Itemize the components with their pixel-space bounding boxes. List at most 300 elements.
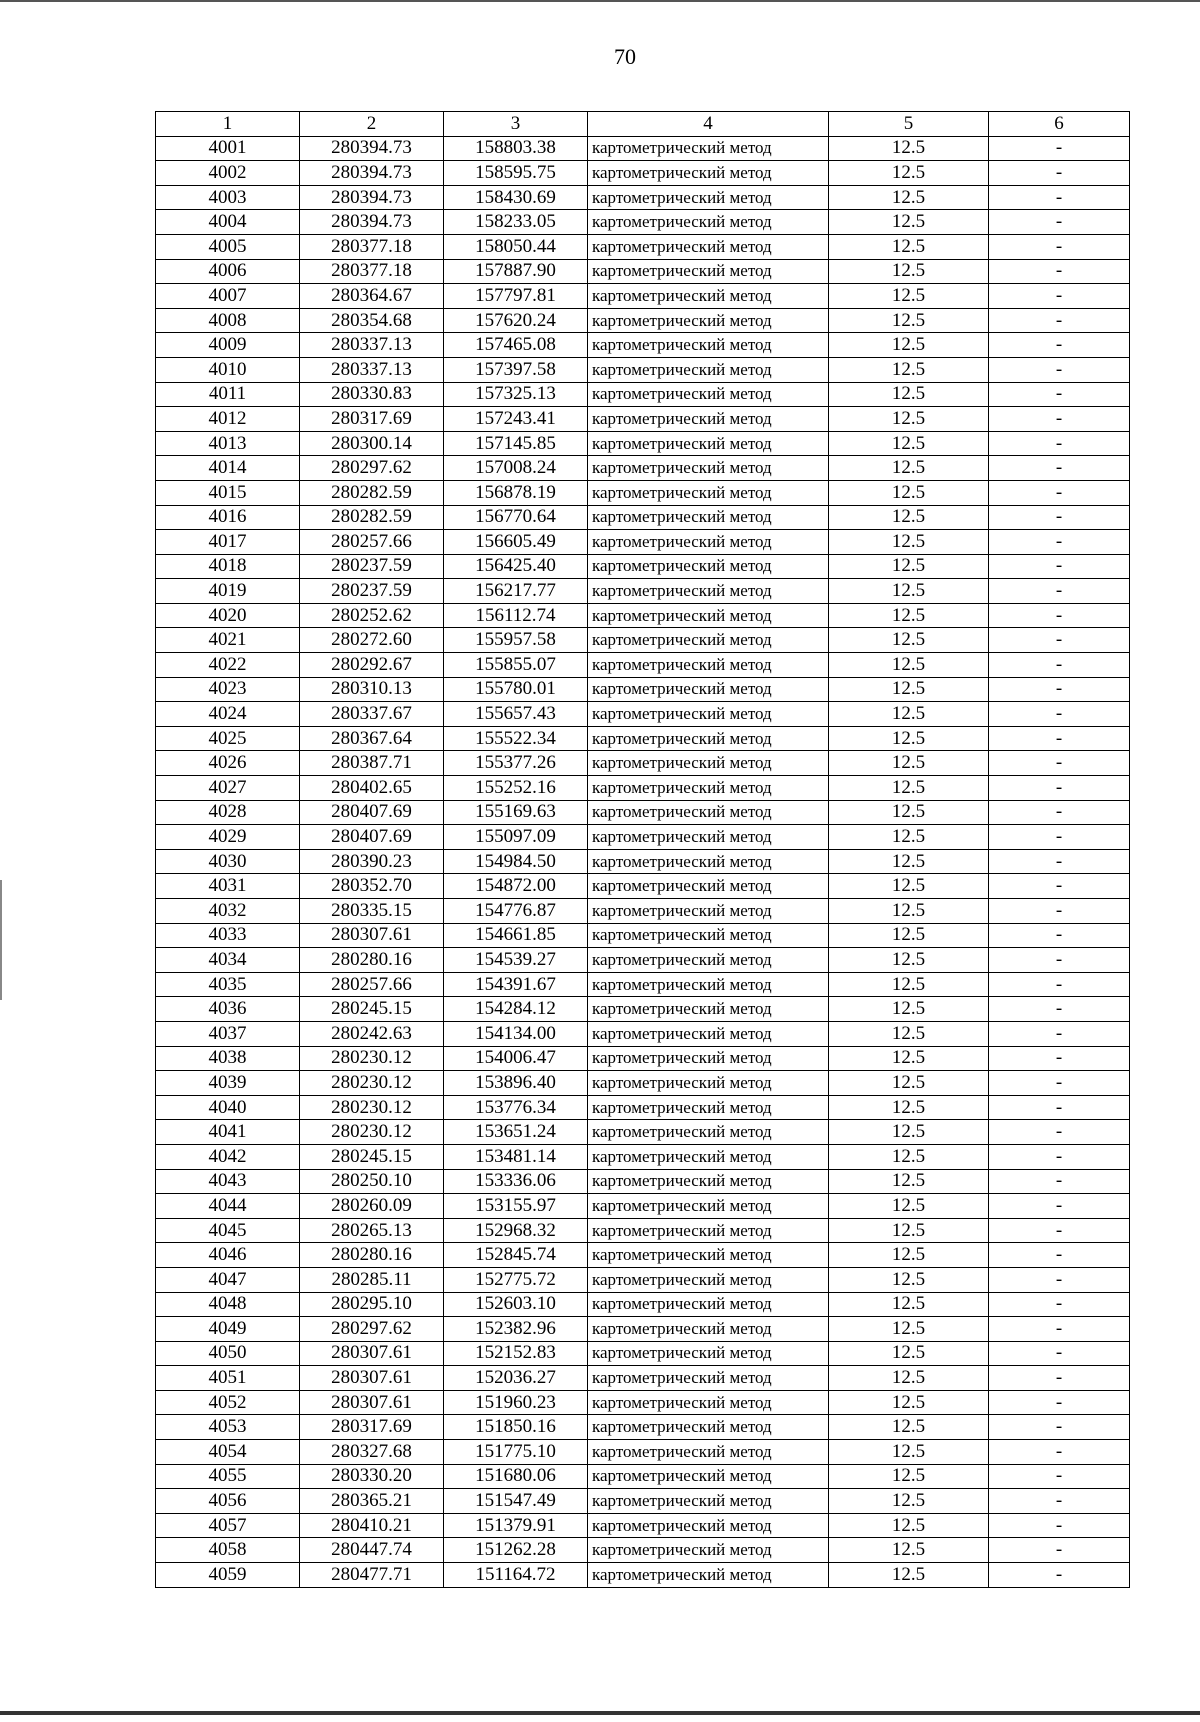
method-cell: картометрический метод bbox=[588, 234, 829, 259]
point-number-cell: 4002 bbox=[156, 161, 300, 186]
point-number-cell: 4026 bbox=[156, 751, 300, 776]
note-cell: - bbox=[989, 653, 1130, 678]
method-cell: картометрический метод bbox=[588, 1218, 829, 1243]
point-number-cell: 4047 bbox=[156, 1267, 300, 1292]
note-cell: - bbox=[989, 382, 1130, 407]
note-cell: - bbox=[989, 1021, 1130, 1046]
accuracy-cell: 12.5 bbox=[829, 431, 989, 456]
point-number-cell: 4039 bbox=[156, 1071, 300, 1096]
x-coordinate-cell: 280407.69 bbox=[300, 825, 444, 850]
x-coordinate-cell: 280354.68 bbox=[300, 308, 444, 333]
method-cell: картометрический метод bbox=[588, 284, 829, 309]
table-row bbox=[156, 702, 1130, 727]
method-cell: картометрический метод bbox=[588, 579, 829, 604]
point-number-cell: 4008 bbox=[156, 308, 300, 333]
y-coordinate-cell: 151680.06 bbox=[444, 1464, 588, 1489]
point-number-cell: 4022 bbox=[156, 653, 300, 678]
table-row bbox=[156, 1317, 1130, 1342]
note-cell: - bbox=[989, 1513, 1130, 1538]
x-coordinate-cell: 280327.68 bbox=[300, 1440, 444, 1465]
point-number-cell: 4059 bbox=[156, 1563, 300, 1588]
table-row bbox=[156, 1144, 1130, 1169]
accuracy-cell: 12.5 bbox=[829, 997, 989, 1022]
point-number-cell: 4011 bbox=[156, 382, 300, 407]
x-coordinate-cell: 280447.74 bbox=[300, 1538, 444, 1563]
method-cell: картометрический метод bbox=[588, 874, 829, 899]
x-coordinate-cell: 280260.09 bbox=[300, 1194, 444, 1219]
x-coordinate-cell: 280230.12 bbox=[300, 1046, 444, 1071]
method-cell: картометрический метод bbox=[588, 751, 829, 776]
table-row bbox=[156, 333, 1130, 358]
y-coordinate-cell: 155252.16 bbox=[444, 776, 588, 801]
point-number-cell: 4027 bbox=[156, 776, 300, 801]
note-cell: - bbox=[989, 825, 1130, 850]
point-number-cell: 4009 bbox=[156, 333, 300, 358]
y-coordinate-cell: 153155.97 bbox=[444, 1194, 588, 1219]
method-cell: картометрический метод bbox=[588, 1046, 829, 1071]
point-number-cell: 4028 bbox=[156, 800, 300, 825]
header-col-4: 4 bbox=[588, 112, 829, 137]
accuracy-cell: 12.5 bbox=[829, 185, 989, 210]
point-number-cell: 4021 bbox=[156, 628, 300, 653]
point-number-cell: 4034 bbox=[156, 948, 300, 973]
y-coordinate-cell: 157465.08 bbox=[444, 333, 588, 358]
x-coordinate-cell: 280394.73 bbox=[300, 161, 444, 186]
accuracy-cell: 12.5 bbox=[829, 677, 989, 702]
header-col-6: 6 bbox=[989, 112, 1130, 137]
method-cell: картометрический метод bbox=[588, 1120, 829, 1145]
accuracy-cell: 12.5 bbox=[829, 702, 989, 727]
table-row bbox=[156, 1169, 1130, 1194]
point-number-cell: 4041 bbox=[156, 1120, 300, 1145]
y-coordinate-cell: 157145.85 bbox=[444, 431, 588, 456]
accuracy-cell: 12.5 bbox=[829, 480, 989, 505]
table-row bbox=[156, 776, 1130, 801]
table-body bbox=[156, 136, 1130, 1587]
accuracy-cell: 12.5 bbox=[829, 1440, 989, 1465]
x-coordinate-cell: 280242.63 bbox=[300, 1021, 444, 1046]
method-cell: картометрический метод bbox=[588, 357, 829, 382]
point-number-cell: 4049 bbox=[156, 1317, 300, 1342]
top-scan-edge bbox=[0, 0, 1200, 2]
method-cell: картометрический метод bbox=[588, 800, 829, 825]
y-coordinate-cell: 155377.26 bbox=[444, 751, 588, 776]
accuracy-cell: 12.5 bbox=[829, 1095, 989, 1120]
table-row bbox=[156, 407, 1130, 432]
accuracy-cell: 12.5 bbox=[829, 1046, 989, 1071]
note-cell: - bbox=[989, 1464, 1130, 1489]
x-coordinate-cell: 280297.62 bbox=[300, 1317, 444, 1342]
method-cell: картометрический метод bbox=[588, 702, 829, 727]
table-row bbox=[156, 259, 1130, 284]
point-number-cell: 4052 bbox=[156, 1390, 300, 1415]
y-coordinate-cell: 154984.50 bbox=[444, 849, 588, 874]
accuracy-cell: 12.5 bbox=[829, 1513, 989, 1538]
point-number-cell: 4056 bbox=[156, 1489, 300, 1514]
table-row bbox=[156, 308, 1130, 333]
x-coordinate-cell: 280282.59 bbox=[300, 480, 444, 505]
point-number-cell: 4045 bbox=[156, 1218, 300, 1243]
y-coordinate-cell: 155097.09 bbox=[444, 825, 588, 850]
y-coordinate-cell: 157620.24 bbox=[444, 308, 588, 333]
coordinates-table bbox=[155, 111, 1130, 1588]
method-cell: картометрический метод bbox=[588, 1538, 829, 1563]
method-cell: картометрический метод bbox=[588, 899, 829, 924]
table-row bbox=[156, 284, 1130, 309]
table-row bbox=[156, 480, 1130, 505]
point-number-cell: 4048 bbox=[156, 1292, 300, 1317]
accuracy-cell: 12.5 bbox=[829, 456, 989, 481]
x-coordinate-cell: 280250.10 bbox=[300, 1169, 444, 1194]
note-cell: - bbox=[989, 456, 1130, 481]
note-cell: - bbox=[989, 997, 1130, 1022]
accuracy-cell: 12.5 bbox=[829, 849, 989, 874]
table-row bbox=[156, 726, 1130, 751]
note-cell: - bbox=[989, 259, 1130, 284]
note-cell: - bbox=[989, 948, 1130, 973]
note-cell: - bbox=[989, 1095, 1130, 1120]
point-number-cell: 4001 bbox=[156, 136, 300, 161]
point-number-cell: 4058 bbox=[156, 1538, 300, 1563]
method-cell: картометрический метод bbox=[588, 431, 829, 456]
note-cell: - bbox=[989, 603, 1130, 628]
accuracy-cell: 12.5 bbox=[829, 554, 989, 579]
accuracy-cell: 12.5 bbox=[829, 284, 989, 309]
y-coordinate-cell: 155169.63 bbox=[444, 800, 588, 825]
x-coordinate-cell: 280367.64 bbox=[300, 726, 444, 751]
y-coordinate-cell: 154134.00 bbox=[444, 1021, 588, 1046]
note-cell: - bbox=[989, 579, 1130, 604]
point-number-cell: 4015 bbox=[156, 480, 300, 505]
accuracy-cell: 12.5 bbox=[829, 899, 989, 924]
accuracy-cell: 12.5 bbox=[829, 1415, 989, 1440]
point-number-cell: 4033 bbox=[156, 923, 300, 948]
method-cell: картометрический метод bbox=[588, 1489, 829, 1514]
x-coordinate-cell: 280282.59 bbox=[300, 505, 444, 530]
point-number-cell: 4023 bbox=[156, 677, 300, 702]
y-coordinate-cell: 155855.07 bbox=[444, 653, 588, 678]
accuracy-cell: 12.5 bbox=[829, 407, 989, 432]
method-cell: картометрический метод bbox=[588, 1390, 829, 1415]
method-cell: картометрический метод bbox=[588, 603, 829, 628]
note-cell: - bbox=[989, 1563, 1130, 1588]
method-cell: картометрический метод bbox=[588, 185, 829, 210]
y-coordinate-cell: 156112.74 bbox=[444, 603, 588, 628]
note-cell: - bbox=[989, 1243, 1130, 1268]
point-number-cell: 4050 bbox=[156, 1341, 300, 1366]
table-row bbox=[156, 948, 1130, 973]
accuracy-cell: 12.5 bbox=[829, 161, 989, 186]
note-cell: - bbox=[989, 1267, 1130, 1292]
table-row bbox=[156, 1218, 1130, 1243]
table-row bbox=[156, 185, 1130, 210]
point-number-cell: 4031 bbox=[156, 874, 300, 899]
accuracy-cell: 12.5 bbox=[829, 1218, 989, 1243]
table-row bbox=[156, 899, 1130, 924]
method-cell: картометрический метод bbox=[588, 1243, 829, 1268]
method-cell: картометрический метод bbox=[588, 948, 829, 973]
point-number-cell: 4032 bbox=[156, 899, 300, 924]
table-row bbox=[156, 997, 1130, 1022]
y-coordinate-cell: 151164.72 bbox=[444, 1563, 588, 1588]
method-cell: картометрический метод bbox=[588, 1317, 829, 1342]
y-coordinate-cell: 154776.87 bbox=[444, 899, 588, 924]
y-coordinate-cell: 153481.14 bbox=[444, 1144, 588, 1169]
table-row bbox=[156, 579, 1130, 604]
point-number-cell: 4057 bbox=[156, 1513, 300, 1538]
table-row bbox=[156, 1538, 1130, 1563]
x-coordinate-cell: 280477.71 bbox=[300, 1563, 444, 1588]
accuracy-cell: 12.5 bbox=[829, 628, 989, 653]
method-cell: картометрический метод bbox=[588, 308, 829, 333]
method-cell: картометрический метод bbox=[588, 972, 829, 997]
y-coordinate-cell: 153896.40 bbox=[444, 1071, 588, 1096]
accuracy-cell: 12.5 bbox=[829, 1317, 989, 1342]
table-row bbox=[156, 505, 1130, 530]
y-coordinate-cell: 151379.91 bbox=[444, 1513, 588, 1538]
left-scan-mark bbox=[0, 880, 2, 1000]
note-cell: - bbox=[989, 923, 1130, 948]
method-cell: картометрический метод bbox=[588, 849, 829, 874]
x-coordinate-cell: 280245.15 bbox=[300, 997, 444, 1022]
note-cell: - bbox=[989, 899, 1130, 924]
method-cell: картометрический метод bbox=[588, 505, 829, 530]
method-cell: картометрический метод bbox=[588, 1563, 829, 1588]
point-number-cell: 4003 bbox=[156, 185, 300, 210]
method-cell: картометрический метод bbox=[588, 825, 829, 850]
note-cell: - bbox=[989, 1341, 1130, 1366]
note-cell: - bbox=[989, 431, 1130, 456]
table-row bbox=[156, 136, 1130, 161]
accuracy-cell: 12.5 bbox=[829, 1366, 989, 1391]
x-coordinate-cell: 280257.66 bbox=[300, 530, 444, 555]
table-row bbox=[156, 874, 1130, 899]
note-cell: - bbox=[989, 308, 1130, 333]
table-row bbox=[156, 1267, 1130, 1292]
method-cell: картометрический метод bbox=[588, 726, 829, 751]
accuracy-cell: 12.5 bbox=[829, 333, 989, 358]
note-cell: - bbox=[989, 1046, 1130, 1071]
note-cell: - bbox=[989, 1120, 1130, 1145]
method-cell: картометрический метод bbox=[588, 1267, 829, 1292]
x-coordinate-cell: 280365.21 bbox=[300, 1489, 444, 1514]
y-coordinate-cell: 151547.49 bbox=[444, 1489, 588, 1514]
table-row bbox=[156, 849, 1130, 874]
note-cell: - bbox=[989, 677, 1130, 702]
y-coordinate-cell: 152845.74 bbox=[444, 1243, 588, 1268]
table-row bbox=[156, 1390, 1130, 1415]
table-row bbox=[156, 1095, 1130, 1120]
y-coordinate-cell: 158595.75 bbox=[444, 161, 588, 186]
method-cell: картометрический метод bbox=[588, 1194, 829, 1219]
x-coordinate-cell: 280237.59 bbox=[300, 579, 444, 604]
accuracy-cell: 12.5 bbox=[829, 726, 989, 751]
point-number-cell: 4054 bbox=[156, 1440, 300, 1465]
y-coordinate-cell: 152968.32 bbox=[444, 1218, 588, 1243]
point-number-cell: 4029 bbox=[156, 825, 300, 850]
accuracy-cell: 12.5 bbox=[829, 1071, 989, 1096]
x-coordinate-cell: 280307.61 bbox=[300, 1341, 444, 1366]
x-coordinate-cell: 280317.69 bbox=[300, 1415, 444, 1440]
method-cell: картометрический метод bbox=[588, 653, 829, 678]
y-coordinate-cell: 158233.05 bbox=[444, 210, 588, 235]
y-coordinate-cell: 154391.67 bbox=[444, 972, 588, 997]
x-coordinate-cell: 280330.20 bbox=[300, 1464, 444, 1489]
x-coordinate-cell: 280307.61 bbox=[300, 923, 444, 948]
note-cell: - bbox=[989, 1390, 1130, 1415]
x-coordinate-cell: 280310.13 bbox=[300, 677, 444, 702]
note-cell: - bbox=[989, 874, 1130, 899]
y-coordinate-cell: 154284.12 bbox=[444, 997, 588, 1022]
accuracy-cell: 12.5 bbox=[829, 972, 989, 997]
note-cell: - bbox=[989, 726, 1130, 751]
table-row bbox=[156, 161, 1130, 186]
table-row bbox=[156, 234, 1130, 259]
table-row bbox=[156, 1243, 1130, 1268]
y-coordinate-cell: 154872.00 bbox=[444, 874, 588, 899]
y-coordinate-cell: 153651.24 bbox=[444, 1120, 588, 1145]
y-coordinate-cell: 156217.77 bbox=[444, 579, 588, 604]
point-number-cell: 4036 bbox=[156, 997, 300, 1022]
point-number-cell: 4042 bbox=[156, 1144, 300, 1169]
x-coordinate-cell: 280402.65 bbox=[300, 776, 444, 801]
accuracy-cell: 12.5 bbox=[829, 308, 989, 333]
accuracy-cell: 12.5 bbox=[829, 234, 989, 259]
method-cell: картометрический метод bbox=[588, 456, 829, 481]
method-cell: картометрический метод bbox=[588, 1144, 829, 1169]
accuracy-cell: 12.5 bbox=[829, 210, 989, 235]
point-number-cell: 4010 bbox=[156, 357, 300, 382]
method-cell: картометрический метод bbox=[588, 1095, 829, 1120]
page-number: 70 bbox=[614, 44, 636, 69]
accuracy-cell: 12.5 bbox=[829, 800, 989, 825]
x-coordinate-cell: 280337.13 bbox=[300, 333, 444, 358]
note-cell: - bbox=[989, 972, 1130, 997]
method-cell: картометрический метод bbox=[588, 1341, 829, 1366]
x-coordinate-cell: 280307.61 bbox=[300, 1390, 444, 1415]
method-cell: картометрический метод bbox=[588, 997, 829, 1022]
note-cell: - bbox=[989, 161, 1130, 186]
table-row bbox=[156, 1194, 1130, 1219]
note-cell: - bbox=[989, 776, 1130, 801]
x-coordinate-cell: 280335.15 bbox=[300, 899, 444, 924]
x-coordinate-cell: 280394.73 bbox=[300, 185, 444, 210]
method-cell: картометрический метод bbox=[588, 1021, 829, 1046]
note-cell: - bbox=[989, 751, 1130, 776]
method-cell: картометрический метод bbox=[588, 161, 829, 186]
x-coordinate-cell: 280280.16 bbox=[300, 948, 444, 973]
y-coordinate-cell: 152775.72 bbox=[444, 1267, 588, 1292]
header-col-1: 1 bbox=[156, 112, 300, 137]
method-cell: картометрический метод bbox=[588, 1415, 829, 1440]
note-cell: - bbox=[989, 1071, 1130, 1096]
bottom-scan-edge bbox=[0, 1711, 1200, 1715]
y-coordinate-cell: 152382.96 bbox=[444, 1317, 588, 1342]
note-cell: - bbox=[989, 702, 1130, 727]
x-coordinate-cell: 280230.12 bbox=[300, 1120, 444, 1145]
point-number-cell: 4038 bbox=[156, 1046, 300, 1071]
accuracy-cell: 12.5 bbox=[829, 1563, 989, 1588]
point-number-cell: 4035 bbox=[156, 972, 300, 997]
table-row bbox=[156, 603, 1130, 628]
accuracy-cell: 12.5 bbox=[829, 603, 989, 628]
note-cell: - bbox=[989, 407, 1130, 432]
accuracy-cell: 12.5 bbox=[829, 1169, 989, 1194]
x-coordinate-cell: 280272.60 bbox=[300, 628, 444, 653]
point-number-cell: 4012 bbox=[156, 407, 300, 432]
x-coordinate-cell: 280390.23 bbox=[300, 849, 444, 874]
accuracy-cell: 12.5 bbox=[829, 1464, 989, 1489]
y-coordinate-cell: 152152.83 bbox=[444, 1341, 588, 1366]
note-cell: - bbox=[989, 284, 1130, 309]
note-cell: - bbox=[989, 800, 1130, 825]
note-cell: - bbox=[989, 849, 1130, 874]
y-coordinate-cell: 155957.58 bbox=[444, 628, 588, 653]
table-row bbox=[156, 923, 1130, 948]
accuracy-cell: 12.5 bbox=[829, 579, 989, 604]
accuracy-cell: 12.5 bbox=[829, 776, 989, 801]
note-cell: - bbox=[989, 1218, 1130, 1243]
point-number-cell: 4044 bbox=[156, 1194, 300, 1219]
point-number-cell: 4019 bbox=[156, 579, 300, 604]
table-row bbox=[156, 1415, 1130, 1440]
accuracy-cell: 12.5 bbox=[829, 382, 989, 407]
table-row bbox=[156, 677, 1130, 702]
table-row bbox=[156, 1563, 1130, 1588]
y-coordinate-cell: 156878.19 bbox=[444, 480, 588, 505]
table-row bbox=[156, 1046, 1130, 1071]
y-coordinate-cell: 157008.24 bbox=[444, 456, 588, 481]
y-coordinate-cell: 158050.44 bbox=[444, 234, 588, 259]
y-coordinate-cell: 156605.49 bbox=[444, 530, 588, 555]
accuracy-cell: 12.5 bbox=[829, 1538, 989, 1563]
x-coordinate-cell: 280394.73 bbox=[300, 210, 444, 235]
header-col-2: 2 bbox=[300, 112, 444, 137]
method-cell: картометрический метод bbox=[588, 677, 829, 702]
note-cell: - bbox=[989, 210, 1130, 235]
point-number-cell: 4040 bbox=[156, 1095, 300, 1120]
point-number-cell: 4030 bbox=[156, 849, 300, 874]
method-cell: картометрический метод bbox=[588, 1464, 829, 1489]
x-coordinate-cell: 280337.13 bbox=[300, 357, 444, 382]
table-row bbox=[156, 1513, 1130, 1538]
y-coordinate-cell: 155780.01 bbox=[444, 677, 588, 702]
y-coordinate-cell: 157243.41 bbox=[444, 407, 588, 432]
accuracy-cell: 12.5 bbox=[829, 825, 989, 850]
table-row bbox=[156, 751, 1130, 776]
note-cell: - bbox=[989, 234, 1130, 259]
x-coordinate-cell: 280265.13 bbox=[300, 1218, 444, 1243]
method-cell: картометрический метод bbox=[588, 1071, 829, 1096]
y-coordinate-cell: 153776.34 bbox=[444, 1095, 588, 1120]
table-row bbox=[156, 1440, 1130, 1465]
accuracy-cell: 12.5 bbox=[829, 948, 989, 973]
point-number-cell: 4046 bbox=[156, 1243, 300, 1268]
y-coordinate-cell: 152036.27 bbox=[444, 1366, 588, 1391]
point-number-cell: 4055 bbox=[156, 1464, 300, 1489]
y-coordinate-cell: 155522.34 bbox=[444, 726, 588, 751]
y-coordinate-cell: 157887.90 bbox=[444, 259, 588, 284]
table-row bbox=[156, 1292, 1130, 1317]
point-number-cell: 4018 bbox=[156, 554, 300, 579]
x-coordinate-cell: 280297.62 bbox=[300, 456, 444, 481]
y-coordinate-cell: 156425.40 bbox=[444, 554, 588, 579]
x-coordinate-cell: 280394.73 bbox=[300, 136, 444, 161]
method-cell: картометрический метод bbox=[588, 554, 829, 579]
table-row bbox=[156, 1120, 1130, 1145]
y-coordinate-cell: 158430.69 bbox=[444, 185, 588, 210]
point-number-cell: 4024 bbox=[156, 702, 300, 727]
